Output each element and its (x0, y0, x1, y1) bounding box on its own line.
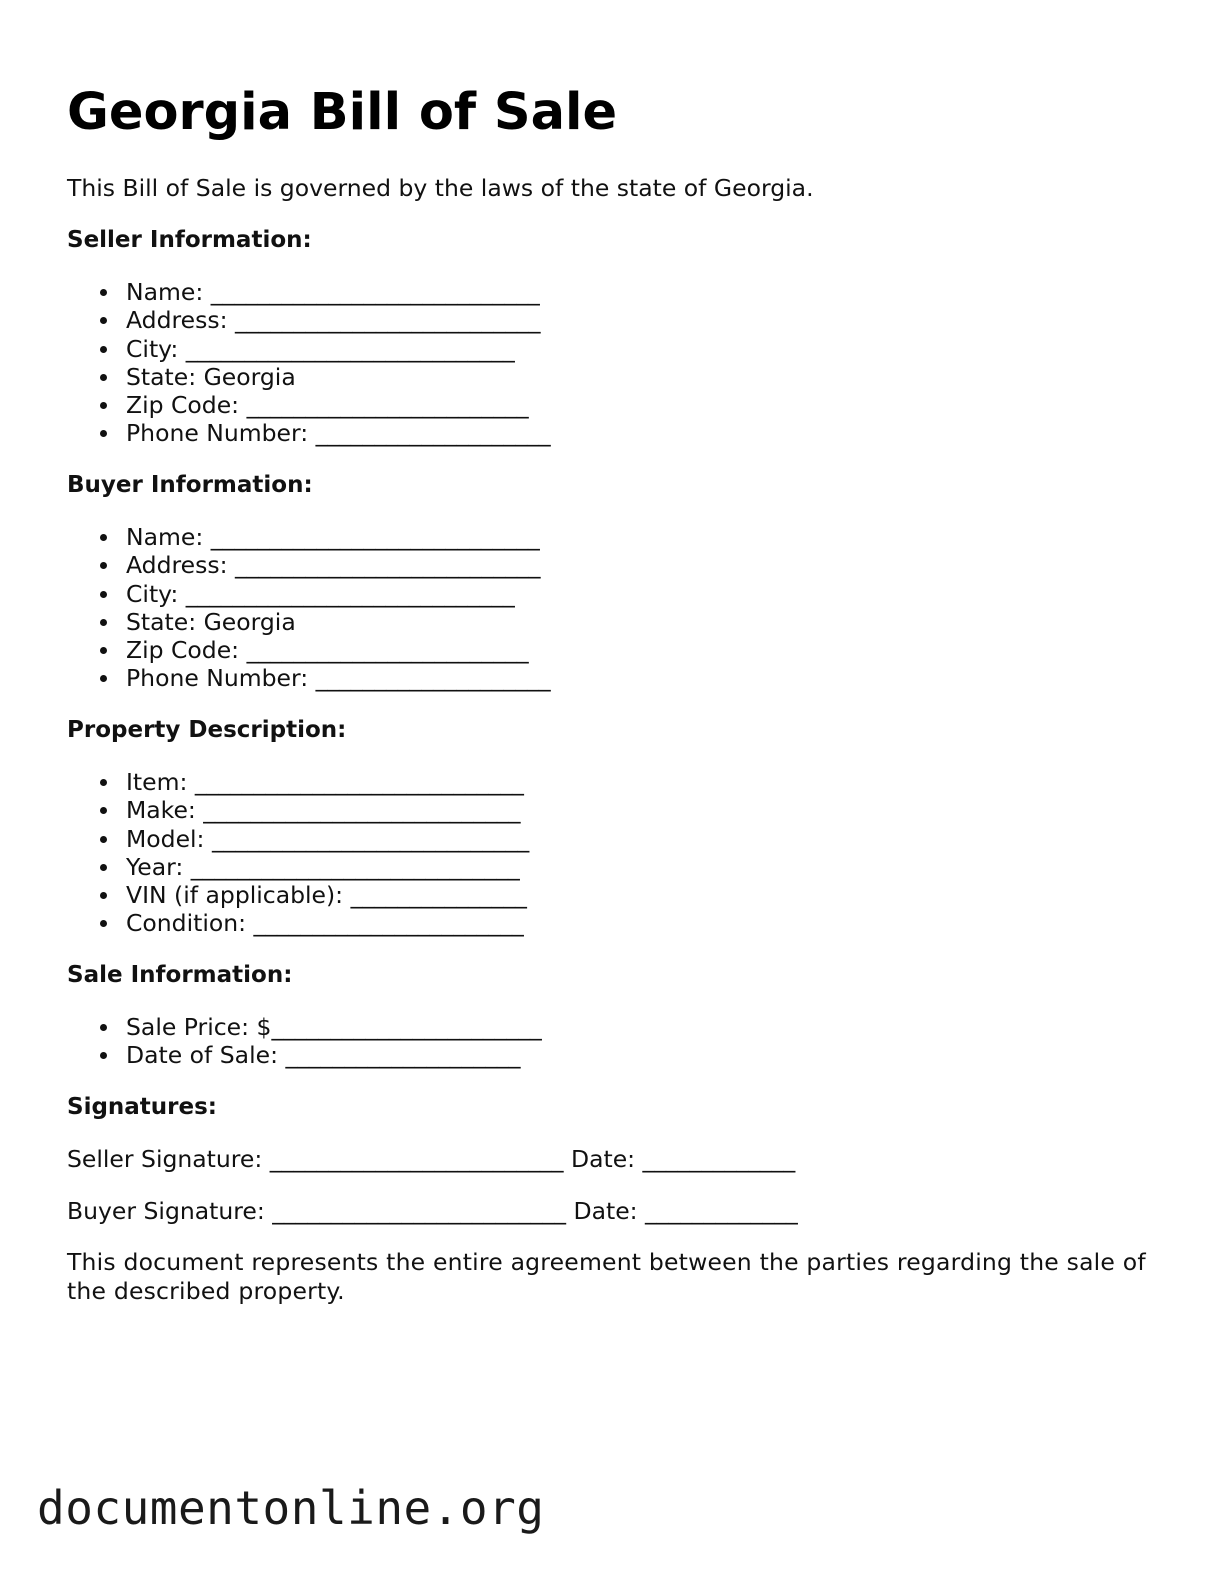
intro-text: This Bill of Sale is governed by the laws of the state of Georgia. (67, 174, 814, 202)
sale-field-list (67, 1013, 542, 1070)
field-label: Make: ___________________________ (126, 796, 521, 825)
field-label: Model: ___________________________ (126, 824, 530, 853)
buyer-name-field (67, 523, 551, 551)
seller-phone-field (67, 419, 551, 447)
bullet-icon (100, 619, 107, 626)
bullet-icon (100, 864, 107, 871)
buyer-signature-line: Buyer Signature: _________________________ Date: _____________ (67, 1197, 798, 1225)
field-label: Zip Code: ________________________ (126, 391, 529, 420)
field-label: State: Georgia (126, 607, 296, 636)
bullet-icon (100, 675, 107, 682)
signatures-section-heading: Signatures: (67, 1094, 218, 1120)
bullet-icon (100, 562, 107, 569)
field-label: Item: ____________________________ (126, 768, 524, 796)
field-label: Phone Number: ____________________ (126, 664, 551, 693)
seller-state-field (67, 363, 551, 391)
bullet-icon (100, 402, 107, 409)
field-label: Name: ____________________________ (126, 278, 540, 306)
bullet-icon (100, 430, 107, 437)
field-label: Name: ____________________________ (126, 523, 540, 551)
buyer-address-field (67, 551, 551, 579)
bullet-icon (100, 289, 107, 296)
bullet-icon (100, 317, 107, 324)
buyer-city-field (67, 580, 551, 608)
bullet-icon (100, 920, 107, 927)
seller-name-field (67, 278, 551, 306)
property-year-field (67, 853, 529, 881)
property-condition-field (67, 909, 529, 937)
bullet-icon (100, 534, 107, 541)
bullet-icon (100, 1052, 107, 1059)
field-label: Condition: _______________________ (126, 909, 524, 938)
bullet-icon (100, 807, 107, 814)
bullet-icon (100, 1024, 107, 1031)
property-field-list (67, 768, 529, 938)
field-label: Address: __________________________ (126, 551, 541, 580)
field-label: Zip Code: ________________________ (126, 636, 529, 665)
page-title: Georgia Bill of Sale (67, 83, 618, 142)
buyer-phone-field (67, 664, 551, 692)
buyer-section-heading: Buyer Information: (67, 472, 313, 498)
field-label: Address: __________________________ (126, 306, 541, 335)
field-label: City: ____________________________ (126, 579, 515, 608)
bullet-icon (100, 836, 107, 843)
bullet-icon (100, 647, 107, 654)
seller-zip-field (67, 391, 551, 419)
property-section-heading: Property Description: (67, 717, 347, 743)
field-label: VIN (if applicable): _______________ (126, 881, 527, 910)
field-label: Year: ____________________________ (126, 852, 520, 881)
field-label: Date of Sale: ____________________ (126, 1041, 521, 1070)
bullet-icon (100, 779, 107, 786)
field-label: State: Georgia (126, 362, 296, 391)
seller-address-field (67, 306, 551, 334)
bullet-icon (100, 346, 107, 353)
property-vin-field (67, 881, 529, 909)
sale-section-heading: Sale Information: (67, 962, 293, 988)
seller-field-list (67, 278, 551, 448)
field-label: City: ____________________________ (126, 334, 515, 363)
seller-signature-line: Seller Signature: _________________________ Date: _____________ (67, 1145, 796, 1173)
closing-statement: This document represents the entire agreement between the parties regarding the sale of the described property. (67, 1248, 1146, 1305)
bullet-icon (100, 591, 107, 598)
sale-price-field (67, 1013, 542, 1041)
bullet-icon (100, 892, 107, 899)
property-model-field (67, 825, 529, 853)
buyer-zip-field (67, 636, 551, 664)
property-make-field (67, 796, 529, 824)
field-label: Phone Number: ____________________ (126, 419, 551, 448)
buyer-field-list (67, 523, 551, 693)
seller-city-field (67, 335, 551, 363)
site-watermark: documentonline.org (37, 1481, 545, 1535)
seller-section-heading: Seller Information: (67, 227, 312, 253)
property-item-field (67, 768, 529, 796)
buyer-state-field (67, 608, 551, 636)
bullet-icon (100, 374, 107, 381)
field-label: Sale Price: $_______________________ (126, 1013, 542, 1041)
sale-date-field (67, 1041, 542, 1069)
